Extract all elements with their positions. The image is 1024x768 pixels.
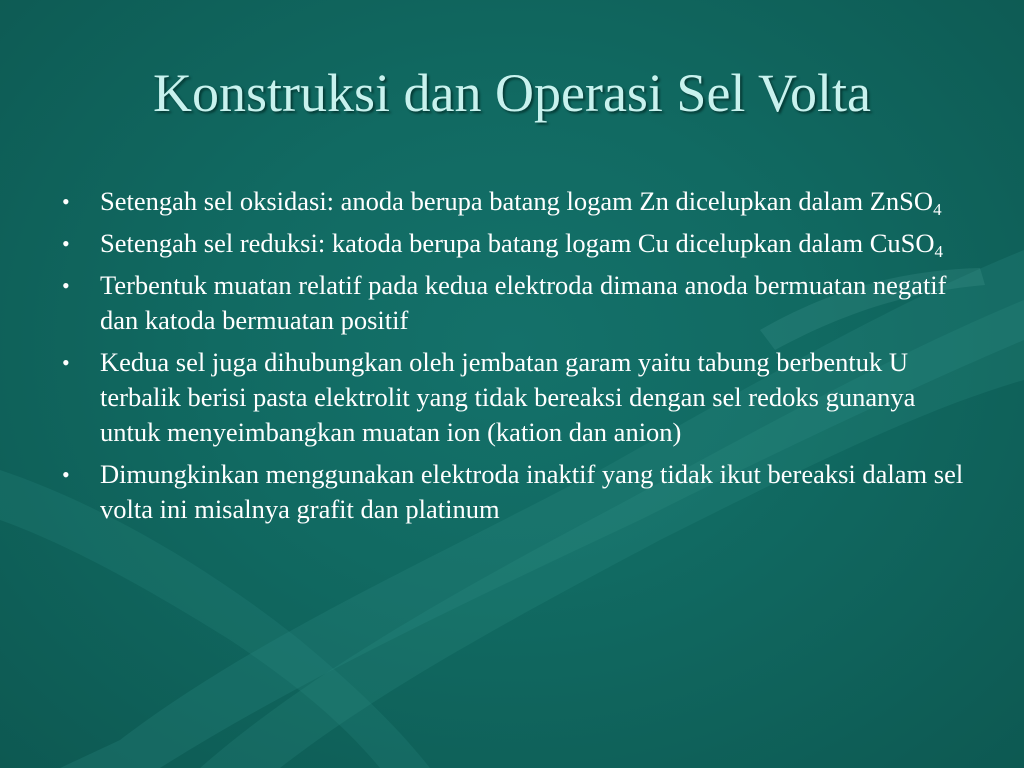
bullet-item <box>62 268 967 338</box>
bullet-icon: • <box>62 462 70 487</box>
bullet-item <box>62 457 967 527</box>
bullet-text: Setengah sel oksidasi: anoda berupa batang logam Zn dicelupkan dalam ZnSO <box>100 186 934 216</box>
bullet-list <box>62 184 967 534</box>
bullet-item <box>62 226 967 261</box>
slide-title: Konstruksi dan Operasi Sel Volta <box>153 63 871 123</box>
bullet-icon: • <box>62 350 70 375</box>
bullet-item <box>62 184 967 219</box>
chemical-subscript: 4 <box>933 200 942 219</box>
bullet-text: Setengah sel reduksi: katoda berupa batang logam Cu dicelupkan dalam CuSO <box>100 228 935 258</box>
chemical-subscript: 4 <box>934 242 944 261</box>
bullet-icon: • <box>62 231 70 256</box>
bullet-icon: • <box>62 273 70 298</box>
bullet-text: Terbentuk muatan relatif pada kedua elektroda dimana anoda bermuatan negatif dan katoda bermuatan positif <box>100 270 947 335</box>
bullet-item <box>62 345 967 450</box>
bullet-text: Dimungkinkan menggunakan elektroda inaktif yang tidak ikut bereaksi dalam sel volta ini misalnya grafit dan platinum <box>100 459 964 524</box>
bullet-icon: • <box>62 189 70 214</box>
bullet-text: Kedua sel juga dihubungkan oleh jembatan garam yaitu tabung berbentuk U terbalik berisi pasta elektrolit yang tidak bereaksi dengan sel redoks gunanya untuk menyeimbangkan muatan ion (kation dan anion) <box>100 347 916 447</box>
